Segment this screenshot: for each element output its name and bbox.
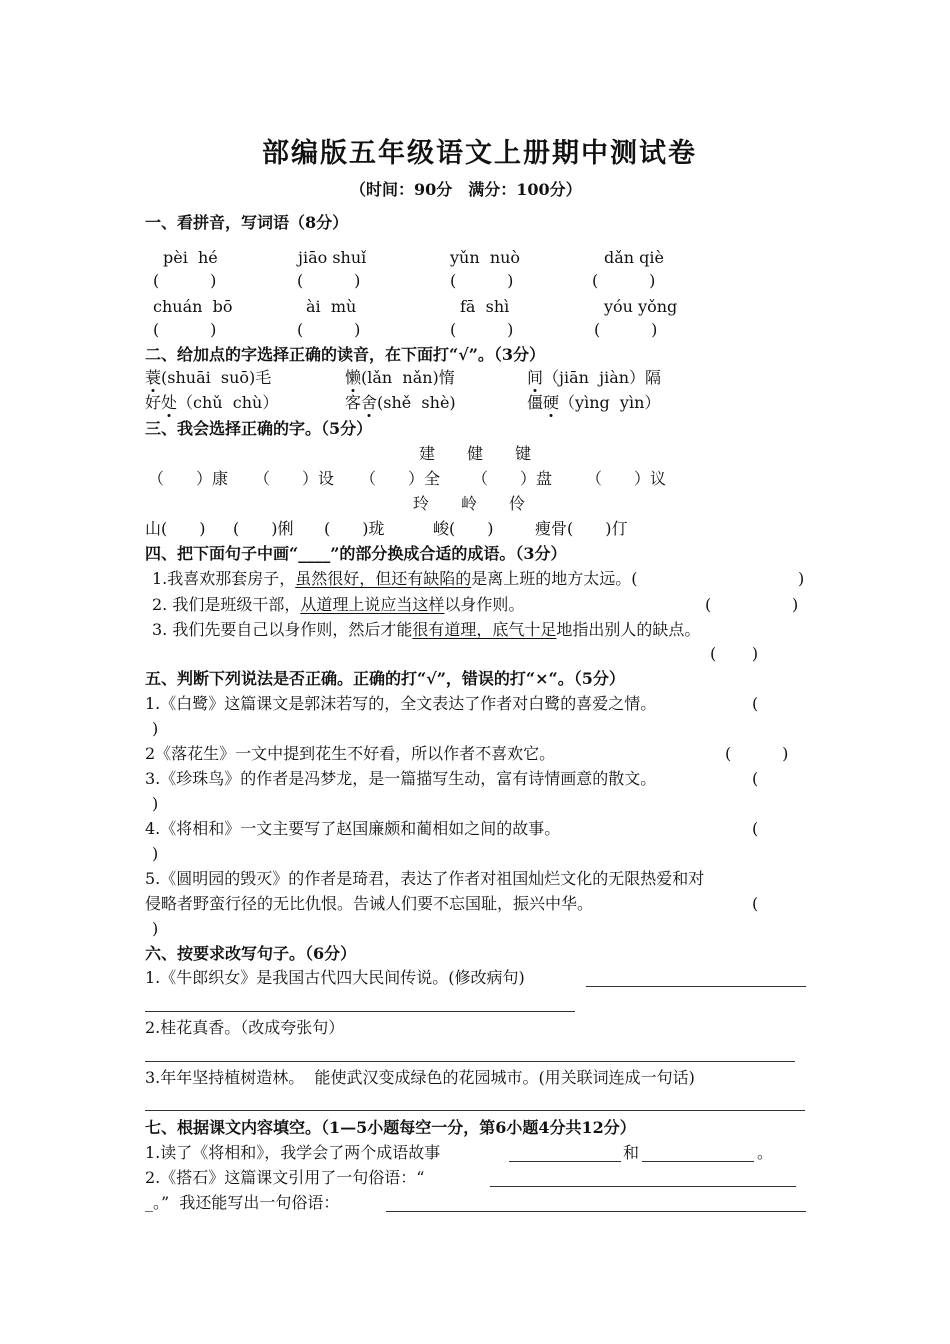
- answer-blank[interactable]: ( ): [592, 271, 656, 290]
- judge-answer-open[interactable]: (: [752, 694, 759, 713]
- rewrite-question: 3.年年坚持植树造林。 能使武汉变成绿色的花园城市。(用关联词连成一句话): [145, 1068, 695, 1087]
- section-3-heading: 三、我会选择正确的字。（5分）: [145, 419, 373, 438]
- fill-question: 1.读了《将相和》，我学会了两个成语故事: [145, 1143, 441, 1162]
- pinyin-item: yǔn nuò: [450, 248, 521, 267]
- rewrite-question: 2.桂花真香。（改成夸张句）: [145, 1018, 345, 1037]
- char-blank[interactable]: ( )珑: [324, 519, 385, 538]
- char-blank[interactable]: 峻( ): [433, 519, 494, 538]
- section-4-heading: 四、把下面句子中画“____”的部分换成合适的成语。（3分）: [145, 544, 567, 563]
- idiom-answer-close[interactable]: ): [792, 595, 799, 614]
- reading-choice[interactable]: 懒(lǎn nǎn)惰: [345, 368, 455, 387]
- judge-answer[interactable]: ( ): [725, 744, 789, 763]
- answer-line[interactable]: [145, 1061, 795, 1062]
- reading-choice[interactable]: 间（jiān jiàn）隔: [527, 368, 662, 387]
- answer-line[interactable]: [509, 1161, 621, 1162]
- judge-answer-open[interactable]: (: [752, 769, 759, 788]
- reading-choice[interactable]: 客舍(shě shè): [345, 393, 456, 412]
- pinyin-item: chuán bō: [153, 297, 233, 316]
- judge-answer-close[interactable]: ): [152, 844, 159, 863]
- answer-line[interactable]: [586, 986, 806, 987]
- judge-question: 4.《将相和》一文主要写了赵国廉颇和蔺相如之间的故事。: [145, 819, 561, 838]
- section-7-heading: 七、根据课文内容填空。（1—5小题每空一分，第6小题4分共12分）: [145, 1118, 636, 1137]
- section-1-heading: 一、看拼音，写词语（8分）: [145, 213, 349, 232]
- answer-blank[interactable]: ( ): [153, 320, 217, 339]
- answer-blank[interactable]: ( ): [153, 271, 217, 290]
- answer-blank[interactable]: ( ): [594, 320, 658, 339]
- section-5-heading: 五、判断下列说法是否正确。正确的打“√”，错误的打“×“。（5分）: [145, 669, 625, 688]
- idiom-question: 1.我喜欢那套房子，虽然很好，但还有缺陷的是离上班的地方太远。(: [152, 569, 638, 588]
- fill-question: 。: [757, 1143, 774, 1162]
- char-options: 玲 岭 伶: [413, 494, 526, 513]
- pinyin-item: jiāo shuǐ: [298, 248, 367, 267]
- pinyin-item: ài mù: [306, 297, 357, 316]
- pinyin-item: dǎn qiè: [604, 248, 664, 267]
- idiom-question: 3. 我们先要自己以身作则，然后才能很有道理，底气十足地指出别人的缺点。: [152, 620, 701, 639]
- idiom-question: 2. 我们是班级干部，从道理上说应当这样以身作则。: [152, 595, 525, 614]
- answer-blank[interactable]: ( ): [450, 320, 514, 339]
- pinyin-item: fā shì: [460, 297, 510, 316]
- answer-blank[interactable]: ( ): [450, 271, 514, 290]
- judge-answer-close[interactable]: ): [152, 794, 159, 813]
- reading-choice[interactable]: 蓑(shuāi suō)毛: [145, 368, 272, 387]
- judge-question: 5.《圆明园的毁灭》的作者是琦君，表达了作者对祖国灿烂文化的无限热爱和对: [145, 869, 705, 888]
- judge-answer-open[interactable]: (: [752, 894, 759, 913]
- judge-question: 3.《珍珠鸟》的作者是冯梦龙，是一篇描写生动，富有诗情画意的散文。: [145, 769, 657, 788]
- reading-choice[interactable]: 好处（chǔ chù）: [145, 393, 279, 412]
- answer-blank[interactable]: ( ): [297, 320, 361, 339]
- char-blank[interactable]: 瘦骨( )仃: [535, 519, 628, 538]
- idiom-answer-open[interactable]: (: [705, 595, 712, 614]
- char-blank[interactable]: （ ）盘: [472, 469, 553, 488]
- idiom-answer[interactable]: ( ): [710, 644, 759, 663]
- fill-question: _。” 我还能写出一句俗语：: [145, 1193, 340, 1212]
- section-2-heading: 二、给加点的字选择正确的读音，在下面打“√”。（3分）: [145, 345, 546, 364]
- section-6-heading: 六、按要求改写句子。（6分）: [145, 944, 357, 963]
- judge-question: 侵略者野蛮行径的无比仇恨。告诫人们要不忘国耻，振兴中华。: [145, 894, 594, 913]
- pinyin-item: yóu yǒng: [604, 297, 678, 316]
- answer-line[interactable]: [145, 1110, 805, 1111]
- answer-line[interactable]: [642, 1161, 754, 1162]
- idiom-answer-close[interactable]: ): [798, 569, 805, 588]
- answer-line[interactable]: [145, 1011, 575, 1012]
- pinyin-item: pèi hé: [163, 248, 218, 267]
- judge-answer-open[interactable]: (: [752, 819, 759, 838]
- char-blank[interactable]: （ ）康: [148, 469, 229, 488]
- char-blank[interactable]: （ ）议: [586, 469, 667, 488]
- fill-question: 和: [623, 1143, 640, 1162]
- char-blank[interactable]: （ ）全: [360, 469, 441, 488]
- char-blank[interactable]: 山( ): [145, 519, 206, 538]
- fill-question: 2.《搭石》这篇课文引用了一句俗语：“: [145, 1168, 425, 1187]
- judge-question: 1.《白鹭》这篇课文是郭沫若写的，全文表达了作者对白鹭的喜爱之情。: [145, 694, 657, 713]
- judge-question: 2《落花生》一文中提到花生不好看，所以作者不喜欢它。: [145, 744, 556, 763]
- rewrite-question: 1.《牛郎织女》是我国古代四大民间传说。(修改病句): [145, 968, 525, 987]
- answer-line[interactable]: [490, 1186, 796, 1187]
- answer-blank[interactable]: ( ): [297, 271, 361, 290]
- char-blank[interactable]: （ ）设: [254, 469, 335, 488]
- page-subtitle: （时间：90分 满分：100分）: [350, 180, 582, 199]
- judge-answer-close[interactable]: ): [152, 719, 159, 738]
- char-options: 建 健 键: [419, 444, 532, 463]
- reading-choice[interactable]: 僵硬（yìng yìn）: [527, 393, 661, 412]
- answer-line[interactable]: [386, 1211, 806, 1212]
- char-blank[interactable]: ( )俐: [233, 519, 294, 538]
- judge-answer-close[interactable]: ): [152, 919, 159, 938]
- page-title: 部编版五年级语文上册期中测试卷: [262, 138, 697, 169]
